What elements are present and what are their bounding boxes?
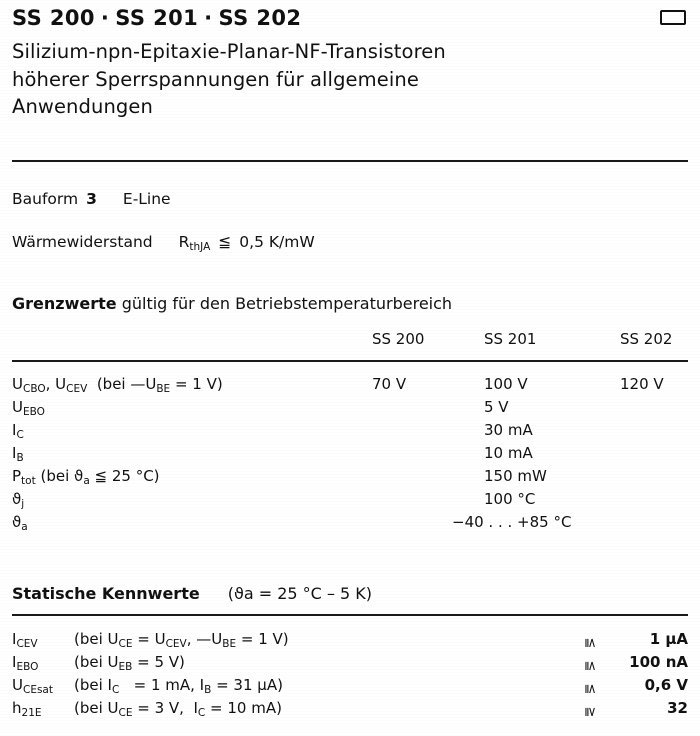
static-param-value: 1 µA bbox=[649, 630, 688, 648]
limits-heading bbox=[12, 294, 452, 313]
thermal-label: Wärmewiderstand bbox=[12, 233, 153, 251]
table-row bbox=[12, 699, 688, 719]
table-row bbox=[12, 653, 688, 673]
static-param-condition: (bei $U_{CE} = U_{CEV}$, $—U_{BE} = 1$ V) bbox=[74, 630, 289, 650]
thermal-symbol: R bbox=[178, 233, 190, 251]
subtitle-line-1: Silizium-npn-Epitaxie-Planar-NF-Transistoren bbox=[12, 40, 446, 63]
device-title-list bbox=[12, 6, 688, 30]
package-label: Bauform bbox=[12, 190, 79, 208]
limit-name: $P_{tot}$ (bei $ϑ_a$ ≦ 25 °C) bbox=[12, 467, 160, 487]
static-param-comparator: ≦ bbox=[582, 637, 598, 648]
limit-value-common: 10 mA bbox=[484, 444, 533, 462]
static-param-name: $I_{EBO}$ bbox=[12, 653, 39, 673]
divider-limits-table bbox=[12, 360, 688, 362]
package-type: E-Line bbox=[122, 190, 171, 208]
header-title-row bbox=[12, 6, 688, 30]
subtitle-line-3: Anwendungen bbox=[12, 95, 153, 119]
table-row bbox=[12, 676, 688, 696]
table-row bbox=[12, 490, 688, 510]
limits-column-header-2: SS 201 bbox=[484, 330, 537, 348]
package-line bbox=[12, 190, 171, 208]
limit-value-common: 30 mA bbox=[484, 421, 533, 439]
subtitle-line-2: höherer Sperrspannungen für allgemeine bbox=[12, 67, 419, 91]
table-row bbox=[12, 421, 688, 441]
divider-static-table bbox=[12, 614, 688, 616]
limits-column-header-1: SS 200 bbox=[372, 330, 425, 348]
thermal-symbol-subscript: thJA bbox=[189, 241, 211, 253]
limit-value-common: 5 V bbox=[484, 398, 509, 416]
limits-heading-rest: gültig für den Betriebstemperaturbereich bbox=[121, 294, 453, 313]
static-param-comparator: ≧ bbox=[582, 706, 598, 717]
table-row bbox=[12, 375, 688, 395]
limit-value-common: 150 mW bbox=[484, 467, 547, 485]
limit-name: $I_B$ bbox=[12, 444, 24, 464]
thermal-value: 0,5 K/mW bbox=[239, 233, 315, 251]
thermal-resistance-line bbox=[12, 233, 315, 251]
limit-value-range: −40 . . . +85 °C bbox=[452, 513, 572, 531]
limits-column-headers bbox=[12, 330, 688, 350]
static-param-name: $h_{21E}$ bbox=[12, 699, 42, 719]
limits-column-header-3: SS 202 bbox=[620, 330, 673, 348]
static-heading-condition: (ϑa = 25 °C – 5 K) bbox=[227, 584, 373, 603]
static-param-name: $I_{CEV}$ bbox=[12, 630, 38, 650]
static-param-value: 100 nA bbox=[629, 653, 688, 671]
static-param-condition: (bei $U_{CE} = 3$ V, $I_C = 10$ mA) bbox=[74, 699, 282, 719]
table-row bbox=[12, 513, 688, 533]
rectangle-case-icon bbox=[660, 10, 686, 25]
static-param-condition: (bei $I_C = 1$ mA, $I_B = 31$ µA) bbox=[74, 676, 283, 696]
divider-top bbox=[12, 160, 688, 162]
device-title-3: SS 202 bbox=[218, 6, 302, 30]
title-separator-1: · bbox=[100, 6, 110, 30]
device-title-2: SS 201 bbox=[115, 6, 199, 30]
table-row bbox=[12, 444, 688, 464]
static-parameters-heading bbox=[12, 584, 372, 603]
limit-name: $ϑ_j$ bbox=[12, 490, 25, 510]
table-row bbox=[12, 630, 688, 650]
title-separator-2: · bbox=[204, 6, 213, 30]
limit-name: $U_{EBO}$ bbox=[12, 398, 45, 418]
limit-name: $ϑ_a$ bbox=[12, 513, 28, 533]
static-param-comparator: ≦ bbox=[582, 660, 598, 671]
static-param-name: $U_{CEsat}$ bbox=[12, 676, 53, 696]
static-param-comparator: ≦ bbox=[582, 683, 598, 694]
limits-heading-bold: Grenzwerte bbox=[12, 294, 117, 313]
limit-value-common: 100 °C bbox=[484, 490, 536, 508]
static-param-condition: (bei $U_{EB} = 5$ V) bbox=[74, 653, 185, 673]
static-param-value: 0,6 V bbox=[644, 676, 688, 694]
static-heading-bold: Statische Kennwerte bbox=[12, 584, 200, 603]
limit-value-ss200: 70 V bbox=[372, 375, 407, 393]
thermal-relation: ≦ bbox=[218, 233, 232, 251]
table-row bbox=[12, 467, 688, 487]
page-subtitle bbox=[12, 38, 652, 121]
device-title-1: SS 200 bbox=[12, 6, 95, 30]
limit-value-ss202: 120 V bbox=[620, 375, 664, 393]
limit-value-ss201: 100 V bbox=[484, 375, 528, 393]
package-value: 3 bbox=[86, 190, 97, 208]
static-param-value: 32 bbox=[667, 699, 688, 717]
limit-name: $I_C$ bbox=[12, 421, 24, 441]
limit-name: $U_{CBO}$, $U_{CEV}$ (bei $—U_{BE} = 1$ V) bbox=[12, 375, 223, 395]
table-row bbox=[12, 398, 688, 418]
